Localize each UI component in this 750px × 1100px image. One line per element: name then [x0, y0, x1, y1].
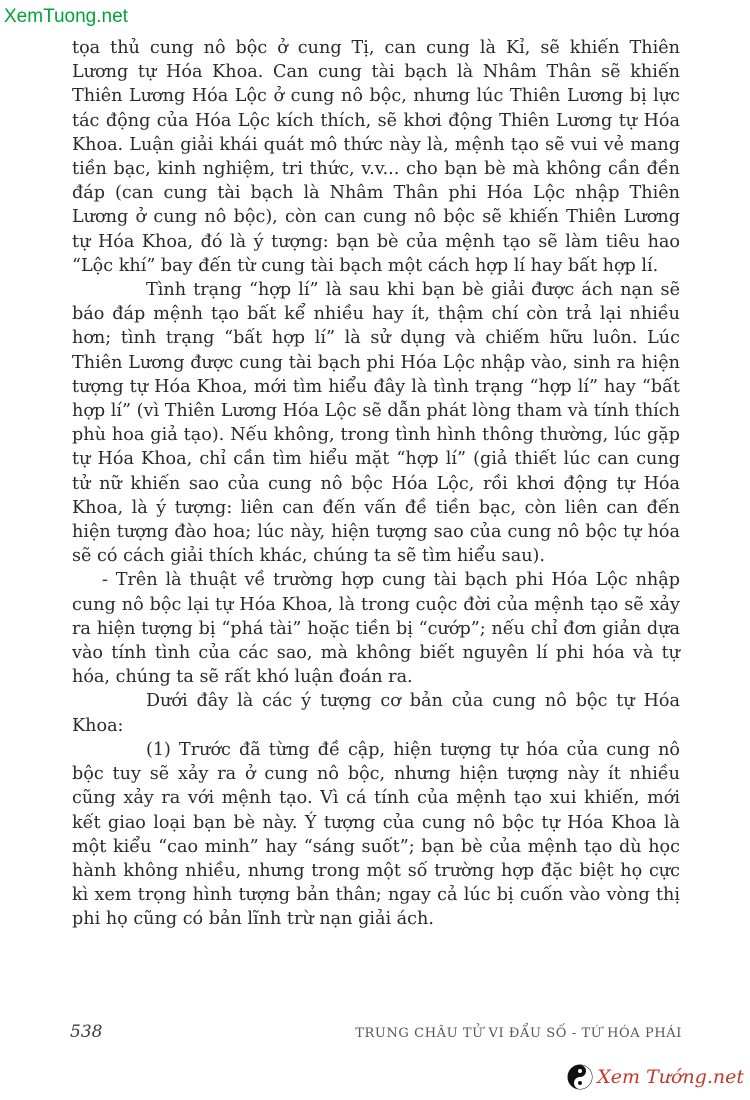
- watermark-site-name: XemTuong.net: [0, 0, 134, 32]
- paragraph-4: Dưới đây là các ý tượng cơ bản của cung nô bộc tự Hóa Khoa:: [72, 691, 680, 736]
- paragraph-2: Tình trạng “hợp lí” là sau khi bạn bè giải được ách nạn sẽ báo đáp mệnh tạo bất kể nhiều hay ít, thậm chí còn trả lại nhiều hơn; tình trạng “bất hợp lí” là sử dụng và chiếm hữu luôn. Lúc Thiên Lương được cung tài bạch phi Hóa Lộc nhập vào, sinh ra hiện tượng tự Hóa Khoa, mới tìm hiểu đây là tình trạng “hợp lí” hay “bất hợp lí” (vì Thiên Lương Hóa Lộc sẽ dẫn phát lòng tham và tính thích phù hoa giả tạo). Nếu không, trong tình hình thông thường, lúc gặp tự Hóa Khoa, chỉ cần tìm hiểu mặt “hợp lí” (giả thiết lúc can cung tử nữ khiến sao của cung nô bộc Hóa Lộc, rồi khơi động tự Hóa Khoa, là ý tượng: liên can đến vấn đề tiền bạc, còn liên can đến hiện tượng đào hoa; lúc này, hiện tượng sao của cung nô bộc tự hóa sẽ có cách giải thích khác, chúng ta sẽ tìm hiểu sau).: [72, 280, 680, 567]
- paragraph-1: tọa thủ cung nô bộc ở cung Tị, can cung là Kỉ, sẽ khiến Thiên Lương tự Hóa Khoa. Can cung tài bạch là Nhâm Thân sẽ khiến Thiên Lương Hóa Lộc ở cung nô bộc, nhưng lúc Thiên Lương bị lực tác động của Hóa Lộc kích thích, sẽ khơi động Thiên Lương tự Hóa Khoa. Luận giải khái quát mô thức này là, mệnh tạo sẽ vui vẻ mang tiền bạc, kinh nghiệm, tri thức, v.v... cho bạn bè mà không cần đền đáp (can cung tài bạch là Nhâm Thân phi Hóa Lộc nhập Thiên Lương ở cung nô bộc), còn can cung nô bộc sẽ khiến Thiên Lương tự Hóa Khoa, đó là ý tượng: bạn bè của mệnh tạo sẽ làm tiêu hao “Lộc khí” bay đến từ cung tài bạch một cách hợp lí hay bất hợp lí.: [72, 38, 680, 276]
- page-body: [72, 36, 680, 932]
- page-footer: [70, 1022, 682, 1042]
- site-logo: [567, 1064, 744, 1090]
- paragraph-3: - Trên là thuật về trường hợp cung tài bạch phi Hóa Lộc nhập cung nô bộc lại tự Hóa Khoa, là trong cuộc đời của mệnh tạo sẽ xảy ra hiện tượng bị “phá tài” hoặc tiền bị “cướp”; nếu chỉ đơn giản dựa vào tính tình của các sao, mà không biết nguyên lí phi hóa và tự hóa, chúng ta sẽ rất khó luận đoán ra.: [72, 570, 680, 688]
- page-number: 538: [70, 1022, 103, 1042]
- yin-yang-icon: [567, 1064, 593, 1090]
- paragraph-5: (1) Trước đã từng đề cập, hiện tượng tự hóa của cung nô bộc tuy sẽ xảy ra ở cung nô bộc, nhưng hiện tượng này ít nhiều cũng xảy ra với mệnh tạo. Vì cá tính của mệnh tạo xui khiến, mới kết giao loại bạn bè này. Ý tượng của cung nô bộc tự Hóa Khoa là một kiểu “cao minh” hay “sáng suốt”; bạn bè của mệnh tạo dù học hành không nhiều, nhưng trong một số trường hợp đặc biệt họ cực kì xem trọng hình tượng bản thân; ngay cả lúc bị cuốn vào vòng thị phi họ cũng có bản lĩnh trừ nạn giải ách.: [72, 739, 680, 930]
- book-title: TRUNG CHÂU TỬ VI ĐẨU SỐ - TỨ HÓA PHÁI: [355, 1026, 682, 1041]
- logo-text: Xem Tướng.net: [597, 1066, 744, 1088]
